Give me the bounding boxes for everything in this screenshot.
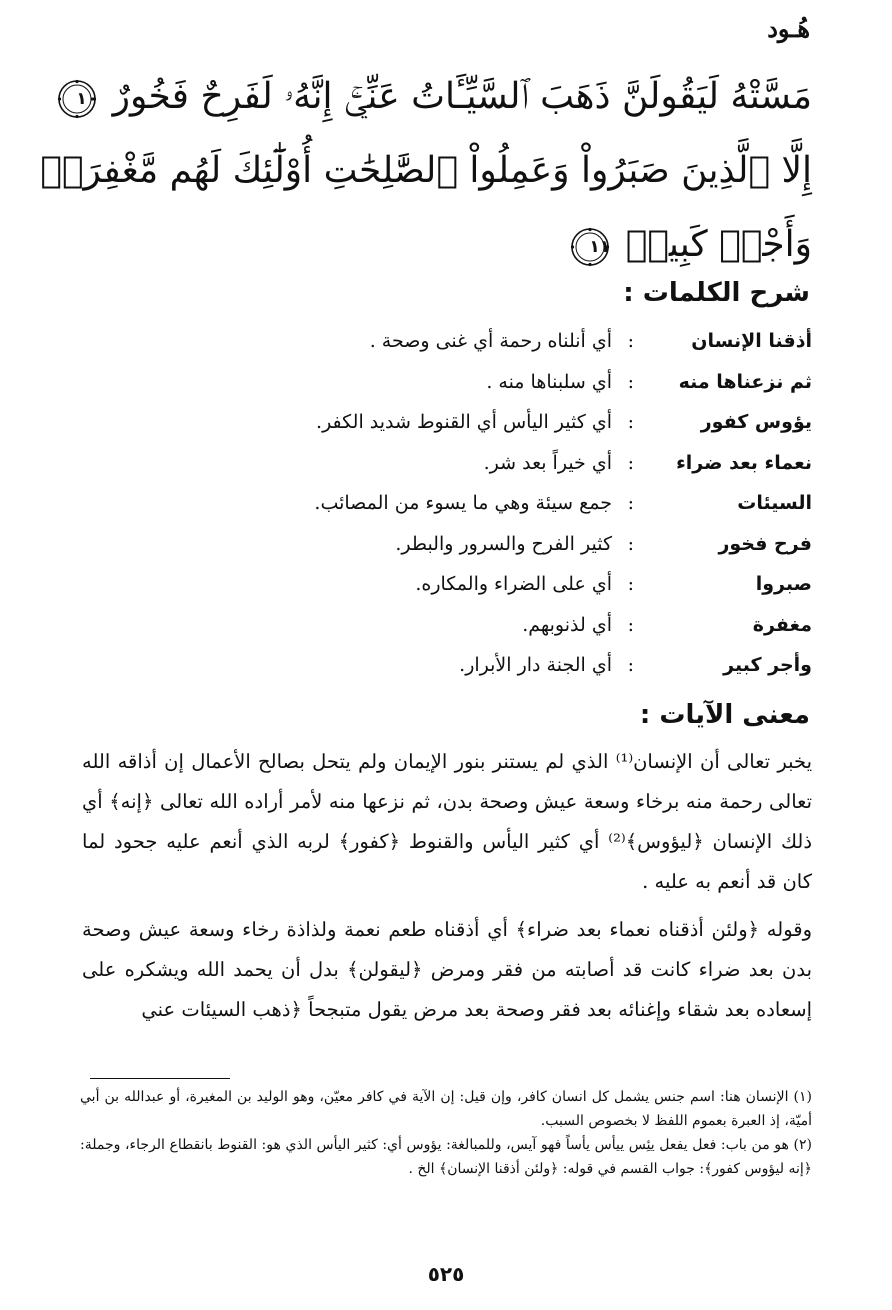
glossary-term: مغفرة	[752, 613, 812, 636]
glossary-colon: :	[627, 411, 634, 433]
ayah-number: ١١	[589, 237, 611, 257]
ayah-number-marker	[570, 227, 610, 267]
glossary-entry	[92, 645, 812, 686]
verse-text: إِلَّا ٱلَّذِينَ صَبَرُواْ وَعَمِلُواْ ٱلصَّٰلِحَٰتِ أُوْلَٰٓئِكَ لَهُم مَّغْفِرَةٞ	[40, 150, 812, 191]
meaning-paragraph: يخبر تعالى أن الإنسان⁽¹⁾ الذي لم يستنر بنور الإيمان ولم يتحل بصالح الأعمال إن أذاقه الله تعالى رحمة منه برخاء وسعة عيش وصحة بدن، ثم نزعها منه لأمر أراده الله تعالى ﴿إنه﴾ أي ذلك الإنسان ﴿ليؤوس﴾⁽²⁾ أي كثير اليأس والقنوط ﴿كفور﴾ لربه الذي أنعم عليه جحود لما كان قد أنعم به عليه .	[82, 750, 813, 893]
footnote: (٢) هو من باب: فعل يفعل يئِس ييأس يأساً فهو آيس، وللمبالغة: يؤوس أي: كثير اليأس الذي هو: القنوط بانقطاع الرجاء، وجملة: ﴿إنه ليؤوس كفور﴾: جواب القسم في قوله: ﴿ولئن أذقنا الإنسان﴾ الخ .	[80, 1137, 812, 1177]
page-number: ٥٢٥	[427, 1262, 465, 1286]
footnote-divider	[90, 1078, 230, 1079]
glossary-colon: :	[627, 613, 634, 636]
glossary-term: يؤوس كفور	[700, 411, 812, 433]
ayah-number-marker	[57, 79, 97, 119]
glossary-term: ثم نزعناها منه	[678, 370, 812, 393]
glossary-definition: أي على الضراء والمكاره.	[415, 573, 612, 595]
glossary-entry	[92, 605, 812, 646]
glossary-definition: أي أنلناه رحمة أي غنى وصحة .	[369, 330, 612, 352]
glossary-entry	[92, 524, 812, 565]
glossary-definition: جمع سيئة وهي ما يسوء من المصائب.	[314, 492, 612, 514]
quran-verses	[40, 60, 812, 282]
glossary-colon: :	[627, 573, 634, 595]
verse-line	[40, 134, 812, 208]
footnote: (١) الإنسان هنا: اسم جنس يشمل كل انسان كافر، وإن قيل: إن الآية في كافر معيّن، وهو الوليد بن المغيرة، أو عبدالله بن أبي أميّة، إذ العبرة بعموم اللفظ لا بخصوص السبب.	[80, 1089, 812, 1129]
glossary-definition: أي الجنة دار الأبرار.	[459, 654, 612, 676]
glossary-colon: :	[627, 370, 634, 393]
glossary-term: أذقنا الإنسان	[691, 330, 812, 352]
glossary-term: نعماء بعد ضراء	[676, 451, 812, 474]
glossary-term: فرح فخور	[718, 532, 812, 555]
glossary-entry	[92, 402, 812, 443]
glossary-colon: :	[627, 532, 634, 555]
glossary-term: السيئات	[737, 492, 812, 514]
glossary-entry	[92, 443, 812, 484]
glossary-definition: كثير الفرح والسرور والبطر.	[395, 532, 612, 555]
ayah-number: ١٠	[76, 89, 98, 109]
glossary-list	[92, 321, 812, 686]
glossary-definition: أي سلبناها منه .	[486, 370, 612, 393]
glossary-title: شرح الكلمات :	[623, 278, 810, 308]
glossary-entry	[92, 564, 812, 605]
glossary-entry	[92, 483, 812, 524]
meaning-paragraph: وقوله ﴿ولئن أذقناه نعماء بعد ضراء﴾ أي أذقناه طعم نعمة ولذاذة رخاء وسعة عيش وصحة بدن بعد ضراء كانت قد أصابته من فقر ومرض ﴿ليقولن﴾ بدل أن يحمد الله ويشكره على إسعاده بعد شقاء وإغنائه بعد فقر وصحة بعد مرض يقول متبجحاً ﴿ذهب السيئات عني	[82, 918, 812, 1021]
glossary-definition: أي لذنوبهم.	[522, 613, 612, 636]
glossary-term: وأجر كبير	[723, 654, 812, 676]
verse-text: مَسَّتْهُ لَيَقُولَنَّ ذَهَبَ ٱلسَّيِّـَٔاتُ عَنِّيٓۚ إِنَّهُۥ لَفَرِحٌ فَخُورٌ	[112, 76, 812, 117]
glossary-colon: :	[627, 330, 634, 352]
meaning-title: معنى الآيات :	[639, 700, 810, 730]
glossary-colon: :	[627, 451, 634, 474]
glossary-definition: أي خيراً بعد شر.	[483, 451, 612, 474]
verse-text: وَأَجْرٞ كَبِيرٞ	[625, 224, 812, 265]
meaning-section	[82, 742, 812, 1030]
verse-line	[76, 60, 812, 134]
glossary-entry	[92, 321, 812, 362]
glossary-term: صبروا	[755, 573, 812, 595]
surah-name-header: هُـود	[767, 14, 810, 43]
glossary-definition: أي كثير اليأس أي القنوط شديد الكفر.	[316, 411, 612, 433]
footnotes	[80, 1085, 812, 1181]
glossary-entry	[92, 362, 812, 403]
verse-line	[212, 208, 812, 282]
glossary-colon: :	[627, 654, 634, 676]
glossary-colon: :	[627, 492, 634, 514]
